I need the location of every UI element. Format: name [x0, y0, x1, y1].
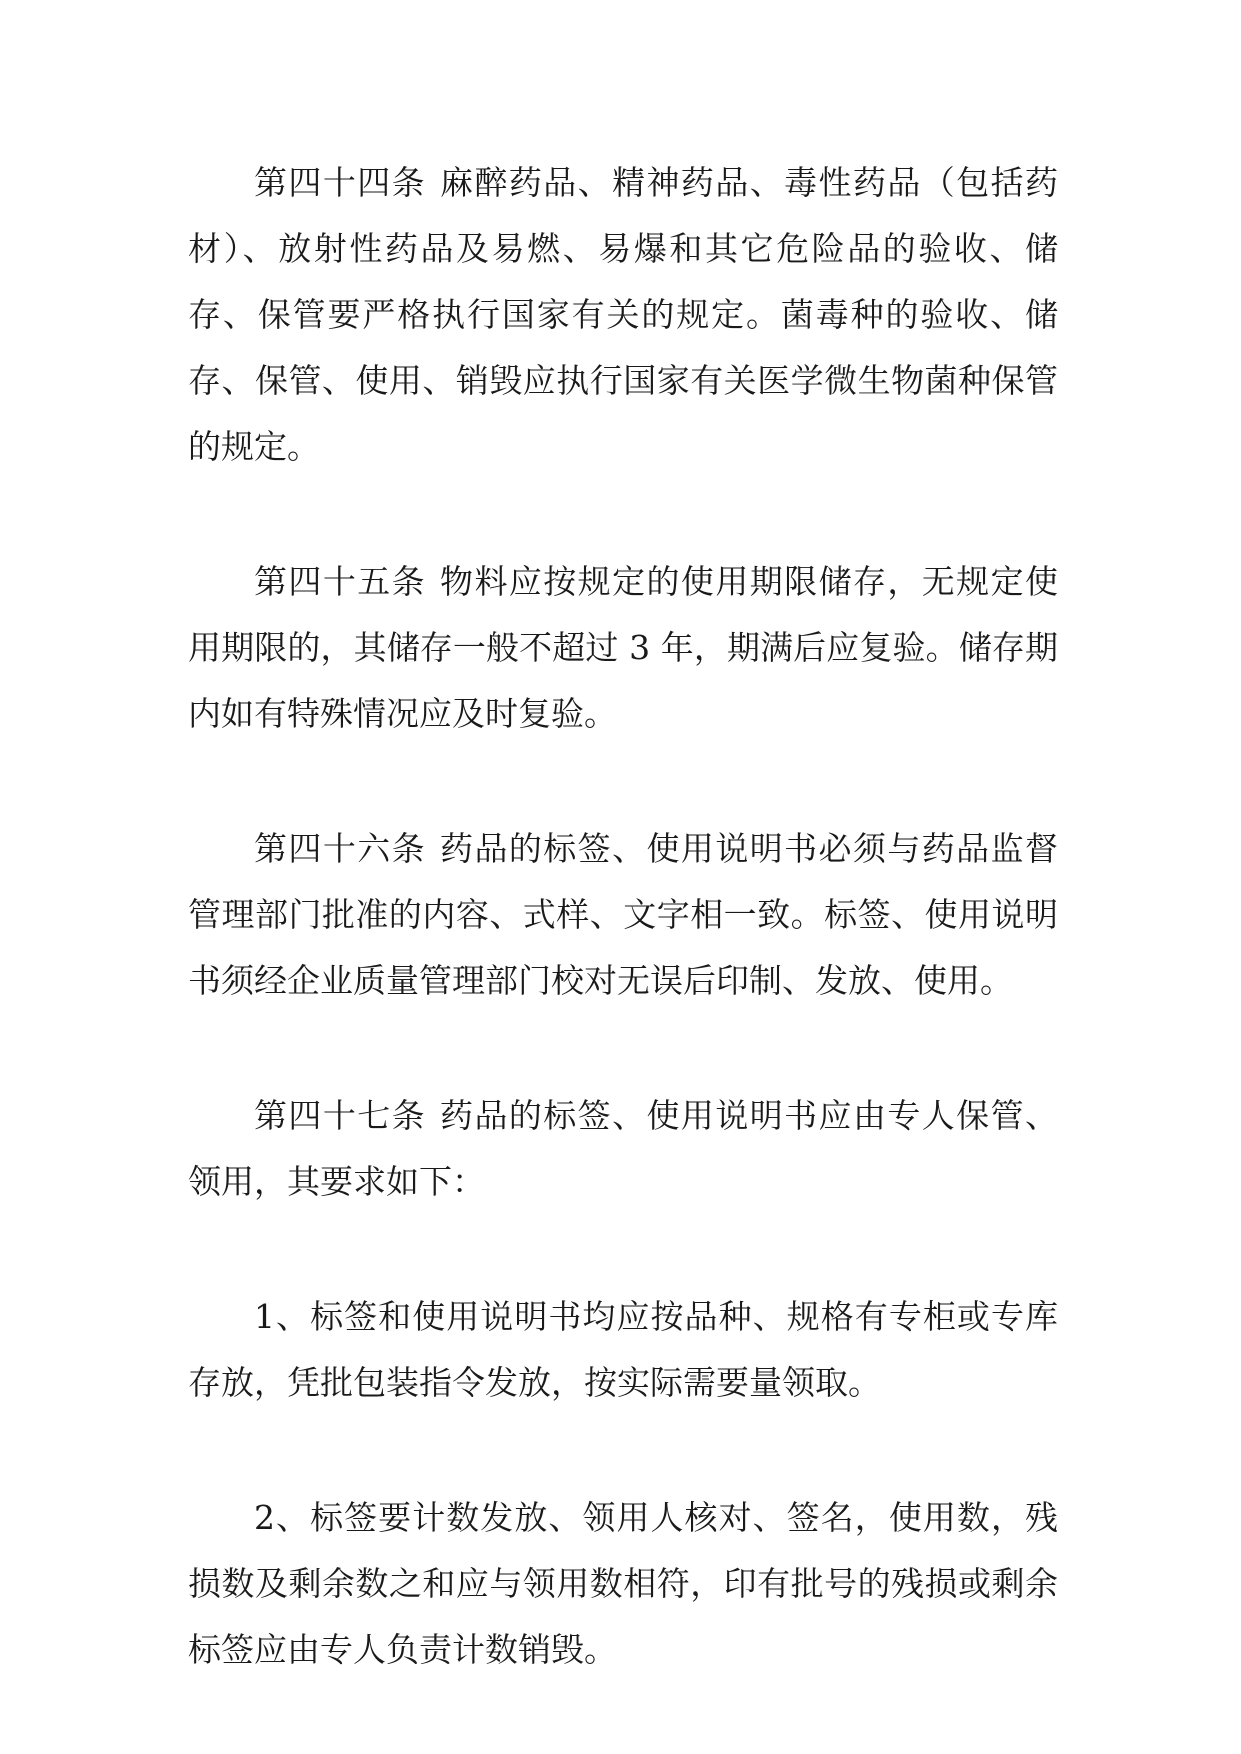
- article-text: 麻醉药品、精神药品、毒性药品（包括药材）、放射性药品及易燃、易爆和其它危险品的验收、储存、保管要严格执行国家有关的规定。菌毒种的验收、储存、保管、使用、销毁应执行国家有关医学微生物菌种保管的规定。: [188, 163, 1059, 466]
- article-45-paragraph: [188, 549, 1058, 747]
- list-item-text: 1、标签和使用说明书均应按品种、规格有专柜或专库存放，凭批包装指令发放，按实际需要量领取。: [188, 1297, 1058, 1402]
- article-number: 第四十四条: [254, 163, 427, 202]
- article-number: 第四十六条: [254, 829, 427, 868]
- article-44-paragraph: [188, 150, 1058, 480]
- article-number: 第四十七条: [254, 1096, 427, 1135]
- article-47-paragraph: [188, 1083, 1058, 1215]
- document-body: [188, 150, 1058, 1752]
- list-item-1: [188, 1284, 1058, 1416]
- article-text: 药品的标签、使用说明书必须与药品监督管理部门批准的内容、式样、文字相一致。标签、使用说明书须经企业质量管理部门校对无误后印制、发放、使用。: [188, 829, 1059, 1000]
- article-46-paragraph: [188, 816, 1058, 1014]
- list-item-2: [188, 1485, 1058, 1683]
- article-text: 物料应按规定的使用期限储存，无规定使用期限的，其储存一般不超过 3 年，期满后应复验。储存期内如有特殊情况应及时复验。: [188, 562, 1059, 733]
- article-text: 药品的标签、使用说明书应由专人保管、领用，其要求如下：: [188, 1096, 1059, 1201]
- list-item-text: 2、标签要计数发放、领用人核对、签名，使用数，残损数及剩余数之和应与领用数相符，印有批号的残损或剩余标签应由专人负责计数销毁。: [188, 1498, 1058, 1669]
- article-number: 第四十五条: [254, 562, 427, 601]
